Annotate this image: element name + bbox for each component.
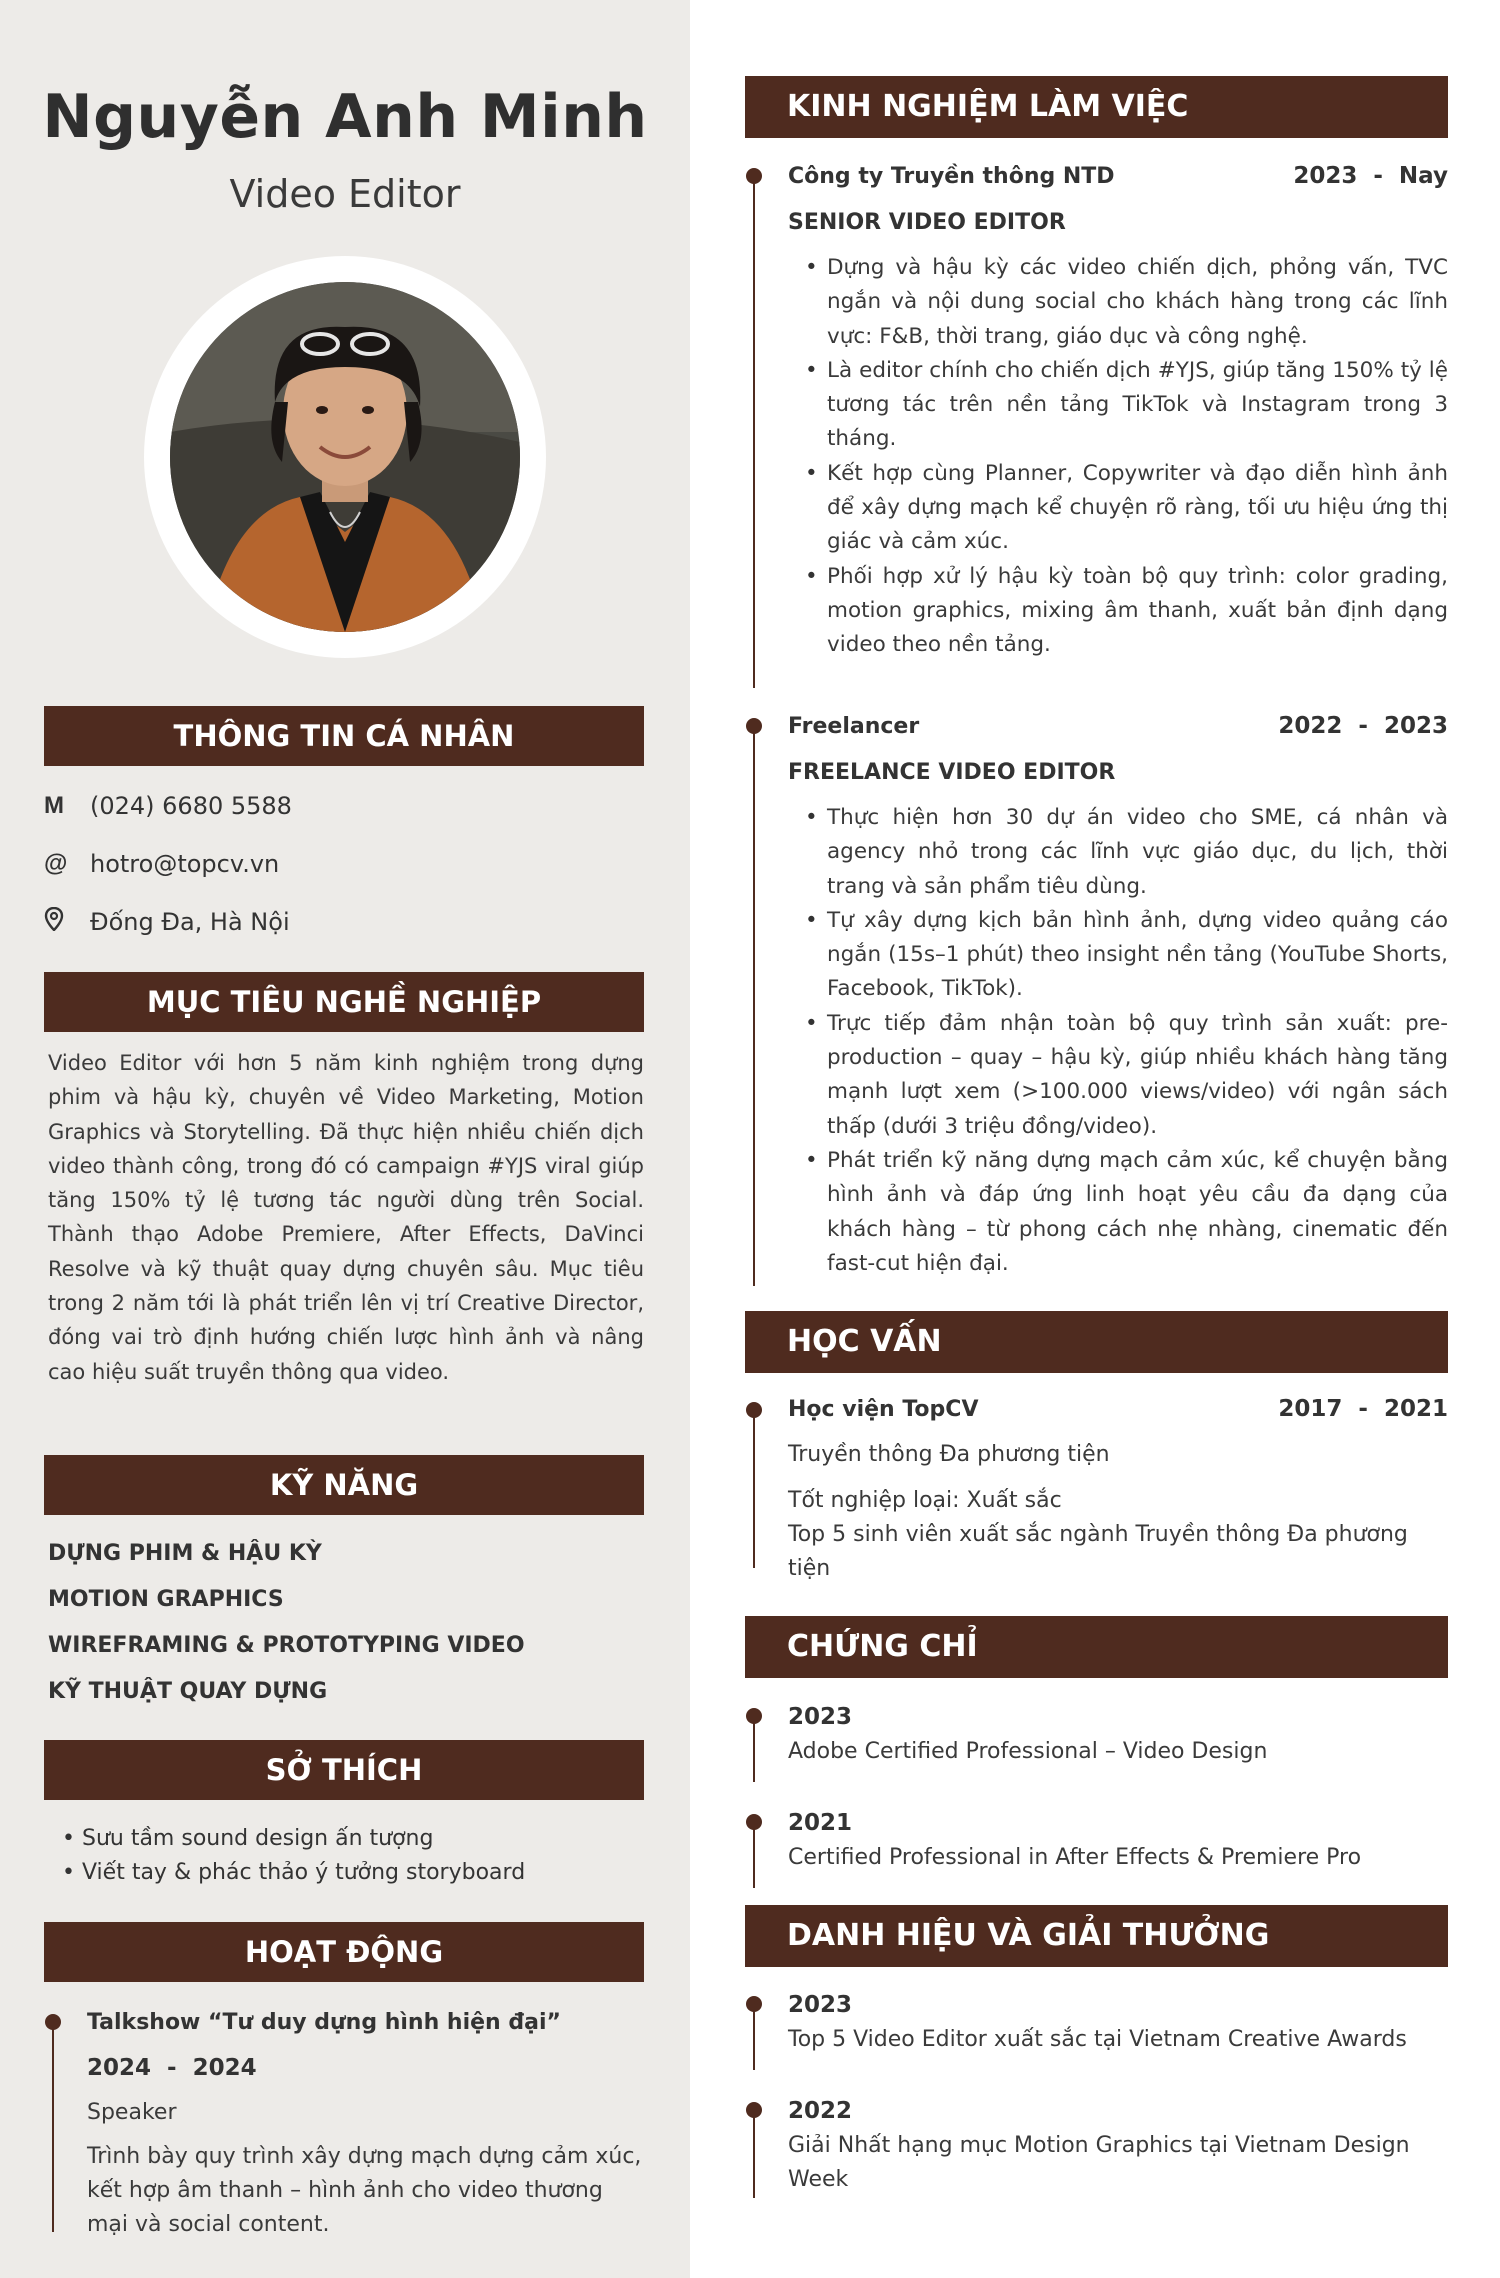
education-period: 2017 - 2021	[1278, 1396, 1448, 1422]
section-activities: HOẠT ĐỘNG	[44, 1922, 644, 1982]
section-certificates: CHỨNG CHỈ	[745, 1616, 1448, 1678]
award-year: 2022	[788, 2098, 853, 2124]
objective-text: Video Editor với hơn 5 năm kinh nghiệm trong dựng phim và hậu kỳ, chuyên về Video Marketing, Motion Graphics và Storytelling. Đã thực hiện nhiều chiến dịch video thành công, trong đó có campaign #YJS viral giúp tăng 150% tỷ lệ tương tác người dùng trên Social. Thành thạo Adobe Premiere, After Effects, DaVinci Resolve và kỹ thuật quay dựng chuyên sâu. Mục tiêu trong 2 năm tới là phát triển lên vị trí Creative Director, đóng vai trò định hướng chiến lược hình ảnh và nâng cao hiệu suất truyền thông qua video.	[48, 1051, 644, 1384]
job-responsibilities	[805, 251, 1448, 663]
certificate-year: 2023	[788, 1704, 853, 1730]
timeline-dot	[746, 718, 762, 734]
phone-text: (024) 6680 5588	[90, 792, 292, 820]
list-item: • Phối hợp xử lý hậu kỳ toàn bộ quy trình: color grading, motion graphics, mixing âm thanh, xuất bản định dạng video theo nền tảng.	[805, 560, 1448, 663]
timeline-dot	[746, 1996, 762, 2012]
education-major: Truyền thông Đa phương tiện	[788, 1442, 1110, 1467]
section-education: HỌC VẤN	[745, 1311, 1448, 1373]
school-name: Học viện TopCV	[788, 1397, 979, 1422]
section-personal-info: THÔNG TIN CÁ NHÂN	[44, 706, 644, 766]
job-period: 2022 - 2023	[1278, 713, 1448, 739]
candidate-name: Nguyễn Anh Minh	[42, 82, 648, 152]
section-skills: KỸ NĂNG	[44, 1455, 644, 1515]
education-grade: Tốt nghiệp loại: Xuất sắc	[788, 1488, 1062, 1513]
timeline-line	[753, 1410, 755, 1568]
skill-item: MOTION GRAPHICS	[48, 1587, 284, 1612]
hobby-item: • Sưu tầm sound design ấn tượng	[62, 1826, 434, 1851]
phone-icon: M	[44, 792, 64, 819]
activity-description: Trình bày quy trình xây dựng mạch dựng cảm xúc, kết hợp âm thanh – hình ảnh cho video thương mại và social content.	[87, 2144, 642, 2237]
section-experience: KINH NGHIỆM LÀM VIỆC	[745, 76, 1448, 138]
address-text: Đống Đa, Hà Nội	[90, 908, 290, 936]
list-item: • Tự xây dựng kịch bản hình ảnh, dựng video quảng cáo ngắn (15s–1 phút) theo insight nền tảng (YouTube Shorts, Facebook, TikTok).	[805, 904, 1448, 1007]
activity-role: Speaker	[87, 2100, 177, 2125]
profile-photo	[170, 282, 520, 632]
list-item: • Dựng và hậu kỳ các video chiến dịch, phỏng vấn, TVC ngắn và nội dung social cho khách hàng trong các lĩnh vực: F&B, thời trang, giáo dục và công nghệ.	[805, 251, 1448, 354]
certificate-name: Adobe Certified Professional – Video Design	[788, 1739, 1268, 1764]
timeline-line	[753, 1822, 755, 1888]
section-awards: DANH HIỆU VÀ GIẢI THƯỞNG	[745, 1905, 1448, 1967]
list-item: • Thực hiện hơn 30 dự án video cho SME, cá nhân và agency nhỏ trong các lĩnh vực giáo dục, du lịch, thời trang và sản phẩm tiêu dùng.	[805, 801, 1448, 904]
location-pin-icon	[44, 907, 90, 938]
timeline-dot	[45, 2014, 61, 2030]
timeline-line	[753, 726, 755, 1286]
skill-item: DỰNG PHIM & HẬU KỲ	[48, 1541, 322, 1566]
timeline-dot	[746, 1814, 762, 1830]
job-role: SENIOR VIDEO EDITOR	[788, 210, 1066, 235]
timeline-line	[52, 2022, 54, 2232]
timeline-line	[753, 1716, 755, 1782]
timeline-line	[753, 176, 755, 688]
award-name: Giải Nhất hạng mục Motion Graphics tại Vietnam Design Week	[788, 2133, 1410, 2192]
timeline-dot	[746, 168, 762, 184]
job-period: 2023 - Nay	[1293, 163, 1448, 189]
contact-address	[44, 902, 644, 942]
certificate-name: Certified Professional in After Effects & Premiere Pro	[788, 1845, 1362, 1870]
candidate-title: Video Editor	[229, 172, 461, 216]
certificate-year: 2021	[788, 1810, 853, 1836]
section-hobbies: SỞ THÍCH	[44, 1740, 644, 1800]
at-icon: @	[44, 850, 68, 877]
contact-email	[44, 844, 644, 884]
list-item: • Là editor chính cho chiến dịch #YJS, giúp tăng 150% tỷ lệ tương tác trên nền tảng TikTok và Instagram trong 3 tháng.	[805, 354, 1448, 457]
timeline-dot	[746, 2102, 762, 2118]
contact-phone	[44, 786, 644, 826]
activity-name: Talkshow “Tư duy dựng hình hiện đại”	[87, 2010, 561, 2035]
award-name: Top 5 Video Editor xuất sắc tại Vietnam Creative Awards	[788, 2027, 1407, 2052]
skill-item: KỸ THUẬT QUAY DỰNG	[48, 1679, 328, 1704]
job-company: Công ty Truyền thông NTD	[788, 164, 1115, 189]
skill-item: WIREFRAMING & PROTOTYPING VIDEO	[48, 1633, 525, 1658]
timeline-dot	[746, 1402, 762, 1418]
list-item: • Phát triển kỹ năng dựng mạch cảm xúc, kể chuyện bằng hình ảnh và đáp ứng linh hoạt yêu cầu đa dạng của khách hàng – từ phong cách nhẹ nhàng, cinematic đến fast-cut hiện đại.	[805, 1144, 1448, 1281]
activity-period: 2024 - 2024	[87, 2055, 257, 2081]
email-text: hotro@topcv.vn	[90, 850, 280, 878]
job-company: Freelancer	[788, 714, 920, 739]
education-note: Top 5 sinh viên xuất sắc ngành Truyền thông Đa phương tiện	[788, 1522, 1408, 1581]
job-role: FREELANCE VIDEO EDITOR	[788, 760, 1116, 785]
timeline-dot	[746, 1708, 762, 1724]
list-item: • Trực tiếp đảm nhận toàn bộ quy trình sản xuất: pre-production – quay – hậu kỳ, giúp nhiều khách hàng tăng mạnh lượt xem (>100.000 views/video) với ngân sách thấp (dưới 3 triệu đồng/video).	[805, 1007, 1448, 1144]
timeline-line	[753, 2110, 755, 2198]
job-responsibilities	[805, 801, 1448, 1281]
avatar	[144, 256, 546, 658]
hobby-item: • Viết tay & phác thảo ý tưởng storyboard	[62, 1860, 526, 1885]
award-year: 2023	[788, 1992, 853, 2018]
list-item: • Kết hợp cùng Planner, Copywriter và đạo diễn hình ảnh để xây dựng mạch kể chuyện rõ ràng, tối ưu hiệu ứng thị giác và cảm xúc.	[805, 457, 1448, 560]
section-objective: MỤC TIÊU NGHỀ NGHIỆP	[44, 972, 644, 1032]
timeline-line	[753, 2004, 755, 2070]
profile-photo-illustration	[170, 282, 520, 632]
